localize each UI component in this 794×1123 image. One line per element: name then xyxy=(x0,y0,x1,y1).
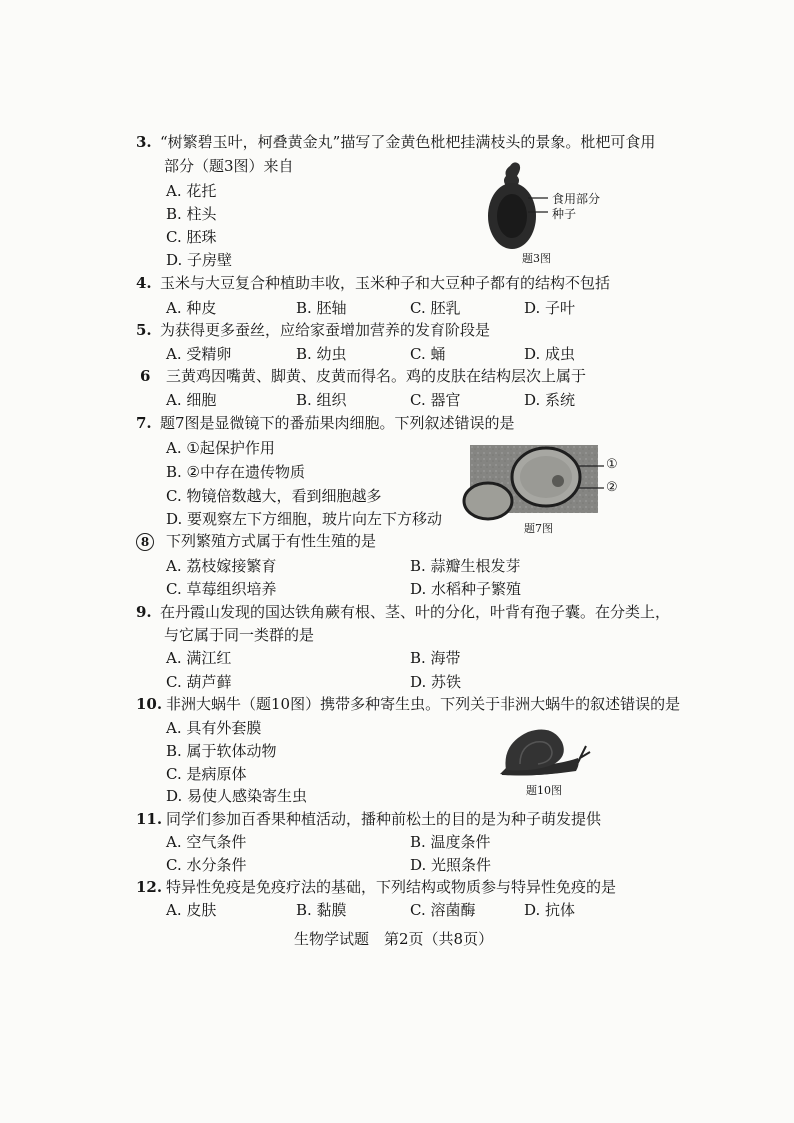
option-b: B. 组织 xyxy=(296,391,347,409)
question-text: 同学们参加百香果种植活动，播种前松土的目的是为种子萌发提供 xyxy=(166,810,602,828)
question-number: 3. xyxy=(136,133,152,151)
option-b: B. 柱头 xyxy=(166,205,217,223)
option-a: A. 空气条件 xyxy=(166,833,247,851)
question-text: 题7图是显微镜下的番茄果肉细胞。下列叙述错误的是 xyxy=(160,414,515,432)
option-b: B. ②中存在遗传物质 xyxy=(166,463,306,481)
option-b: B. 温度条件 xyxy=(410,833,491,851)
question-number: 5. xyxy=(136,321,152,339)
option-d: D. 子房壁 xyxy=(166,251,233,269)
question-text: 下列繁殖方式属于有性生殖的是 xyxy=(166,532,377,550)
figure-label-1: ① xyxy=(606,457,618,472)
option-d: D. 水稻种子繁殖 xyxy=(410,580,522,598)
question-text: 非洲大蜗牛（题10图）携带多种寄生虫。下列关于非洲大蜗牛的叙述错误的是 xyxy=(166,695,681,713)
option-b: B. 属于软体动物 xyxy=(166,742,277,760)
option-d: D. 苏铁 xyxy=(410,673,462,691)
option-a: A. 具有外套膜 xyxy=(166,719,262,737)
question-text: 与它属于同一类群的是 xyxy=(164,626,315,644)
question-text: 为获得更多蚕丝，应给家蚕增加营养的发育阶段是 xyxy=(160,321,491,339)
figure-label-seed: 种子 xyxy=(552,207,577,221)
figure-caption: 题10图 xyxy=(526,784,562,797)
question-number: 7. xyxy=(136,414,152,432)
option-c: C. 是病原体 xyxy=(166,765,247,783)
option-c: C. 葫芦藓 xyxy=(166,673,232,691)
question-text: 部分（题3图）来自 xyxy=(164,157,294,175)
option-b: B. 黏膜 xyxy=(296,901,347,919)
option-b: B. 幼虫 xyxy=(296,345,347,363)
question-text: 特异性免疫是免疫疗法的基础，下列结构或物质参与特异性免疫的是 xyxy=(166,878,617,896)
option-a: A. 受精卵 xyxy=(166,345,232,363)
question-text: “树繁碧玉叶，柯叠黄金丸”描写了金黄色枇杷挂满枝头的景象。枇杷可食用 xyxy=(160,133,656,151)
option-c: C. 草莓组织培养 xyxy=(166,580,277,598)
figure-caption: 题7图 xyxy=(524,522,553,535)
option-a: A. 满江红 xyxy=(166,649,232,667)
question-text: 玉米与大豆复合种植助丰收，玉米种子和大豆种子都有的结构不包括 xyxy=(160,274,611,292)
question-text: 三黄鸡因嘴黄、脚黄、皮黄而得名。鸡的皮肤在结构层次上属于 xyxy=(166,367,587,385)
option-c: C. 水分条件 xyxy=(166,856,247,874)
loquat-leader-lines xyxy=(528,192,552,216)
option-c: C. 蛹 xyxy=(410,345,446,363)
figure-caption: 题3图 xyxy=(522,252,551,265)
question-number: 12. xyxy=(136,878,163,896)
option-a: A. 荔枝嫁接繁育 xyxy=(166,557,277,575)
question-number: 6 xyxy=(140,367,151,385)
option-b: B. 蒜瓣生根发芽 xyxy=(410,557,521,575)
question-number: 4. xyxy=(136,274,152,292)
micrograph-leader-lines xyxy=(576,460,606,490)
option-a: A. 细胞 xyxy=(166,391,217,409)
option-a: A. 花托 xyxy=(166,182,217,200)
option-b: B. 胚轴 xyxy=(296,299,347,317)
question-number: 10. xyxy=(136,695,163,713)
option-d: D. 子叶 xyxy=(524,299,576,317)
question-text: 在丹霞山发现的国达铁角蕨有根、茎、叶的分化，叶背有孢子囊。在分类上， xyxy=(160,603,671,621)
option-d: D. 成虫 xyxy=(524,345,576,363)
figure-label-edible-part: 食用部分 xyxy=(552,192,601,206)
option-c: C. 物镜倍数越大，看到细胞越多 xyxy=(166,487,382,505)
option-c: C. 器官 xyxy=(410,391,461,409)
figure-label-2: ② xyxy=(606,480,618,495)
option-d: D. 光照条件 xyxy=(410,856,492,874)
snail-figure xyxy=(496,724,592,780)
option-d: D. 要观察左下方细胞，玻片向左下方移动 xyxy=(166,510,443,528)
question-number xyxy=(136,531,156,551)
handwritten-circle-mark: 8 xyxy=(136,533,154,551)
option-a: A. 皮肤 xyxy=(166,901,217,919)
option-b: B. 海带 xyxy=(410,649,461,667)
page-footer: 生物学试题 第2页（共8页） xyxy=(294,930,494,948)
option-d: D. 系统 xyxy=(524,391,576,409)
option-d: D. 抗体 xyxy=(524,901,576,919)
option-c: C. 胚乳 xyxy=(410,299,461,317)
question-number: 11. xyxy=(136,810,163,828)
question-number: 9. xyxy=(136,603,152,621)
option-a: A. ①起保护作用 xyxy=(166,439,275,457)
option-d: D. 易使人感染寄生虫 xyxy=(166,787,308,805)
option-c: C. 溶菌酶 xyxy=(410,901,476,919)
option-a: A. 种皮 xyxy=(166,299,217,317)
option-c: C. 胚珠 xyxy=(166,228,217,246)
